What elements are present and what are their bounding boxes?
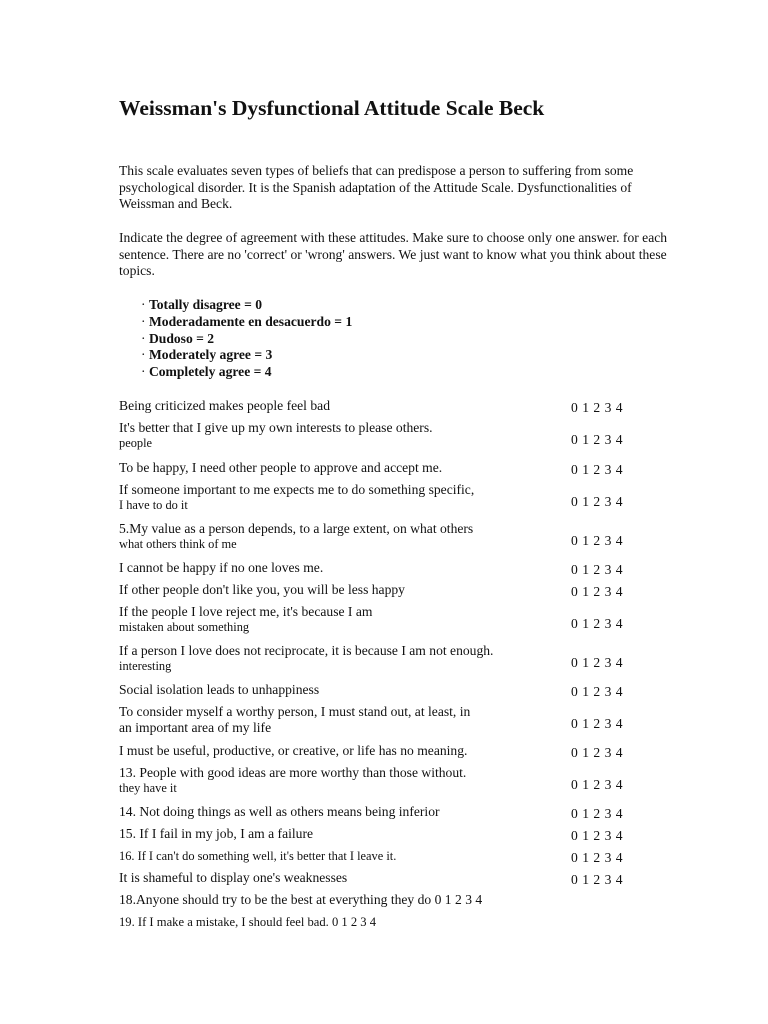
- questionnaire-item: [119, 848, 719, 870]
- questionnaire-item: [119, 682, 719, 704]
- intro-paragraph: This scale evaluates seven types of beliefs that can predispose a person to suffering from some psychological disorder. It is the Spanish adaptation of the Attitude Scale. Dysfunctionalities of Weissman and Beck.: [119, 163, 634, 212]
- item-statement: [119, 765, 559, 796]
- item-options: 0 1 2 3 4: [571, 615, 624, 631]
- item-text: If a person I love does not reciprocate, it is because I am not enough.: [119, 643, 494, 658]
- item-options: 0 1 2 3 4: [571, 654, 624, 670]
- item-options: 0 1 2 3 4: [571, 532, 624, 548]
- questionnaire-item: [119, 460, 719, 482]
- item-options: 0 1 2 3 4: [571, 562, 624, 577]
- item-options: 0 1 2 3 4: [571, 850, 624, 865]
- item-text: 5.My value as a person depends, to a large extent, on what others: [119, 521, 474, 536]
- item-statement: I cannot be happy if no one loves me.: [119, 560, 324, 575]
- questionnaire-item: [119, 804, 719, 826]
- item-statement: [119, 420, 559, 451]
- item-statement: 14. Not doing things as well as others means being inferior: [119, 804, 440, 819]
- item-statement: To be happy, I need other people to approve and accept me.: [119, 460, 443, 475]
- item-statement: Social isolation leads to unhappiness: [119, 682, 320, 697]
- item-options: 0 1 2 3 4: [571, 745, 624, 760]
- item-continuation: people: [119, 436, 153, 450]
- scale-item: · Moderately agree = 3: [141, 347, 352, 364]
- item-options: 0 1 2 3 4: [571, 584, 624, 599]
- questionnaire-items: [119, 398, 719, 936]
- item-text: If the people I love reject me, it's because I am: [119, 604, 373, 619]
- item-options: 0 1 2 3 4: [571, 432, 624, 447]
- item-statement: I must be useful, productive, or creative, or life has no meaning.: [119, 743, 468, 758]
- item-options: 0 1 2 3 4: [571, 872, 624, 887]
- scale-item: · Dudoso = 2: [141, 331, 352, 348]
- questionnaire-item: [119, 870, 719, 892]
- questionnaire-item: [119, 765, 719, 804]
- questionnaire-item: [119, 560, 719, 582]
- item-statement: [119, 521, 559, 552]
- item-statement: 16. If I can't do something well, it's better that I leave it.: [119, 849, 397, 863]
- item-options: 0 1 2 3 4: [571, 776, 624, 792]
- item-statement: [119, 643, 569, 674]
- item-options: 0 1 2 3 4: [571, 684, 624, 699]
- item-text: It's better that I give up my own interests to please others.: [119, 420, 433, 435]
- item-continuation: what others think of me: [119, 537, 237, 551]
- item-text: If someone important to me expects me to do something specific,: [119, 482, 475, 497]
- item-statement: [119, 704, 559, 735]
- questionnaire-item: [119, 521, 719, 560]
- questionnaire-item: [119, 582, 719, 604]
- item-continuation: an important area of my life: [119, 720, 272, 735]
- item-continuation: interesting: [119, 659, 172, 673]
- item-options: 0 1 2 3 4: [571, 806, 624, 821]
- item-continuation: mistaken about something: [119, 620, 250, 634]
- item-options: 0 1 2 3 4: [571, 462, 624, 477]
- inline-item: 19. If I make a mistake, I should feel bad. 0 1 2 3 4: [119, 915, 377, 929]
- item-statement: [119, 604, 559, 635]
- item-statement: If other people don't like you, you will be less happy: [119, 582, 405, 597]
- item-options: 0 1 2 3 4: [571, 828, 624, 843]
- questionnaire-item: [119, 826, 719, 848]
- scale-item: · Totally disagree = 0: [141, 297, 352, 314]
- page-title: Weissman's Dysfunctional Attitude Scale Beck: [119, 96, 545, 120]
- item-statement: 15. If I fail in my job, I am a failure: [119, 826, 314, 841]
- questionnaire-item: [119, 398, 719, 420]
- scale-item: · Completely agree = 4: [141, 364, 352, 381]
- item-statement: It is shameful to display one's weaknesses: [119, 870, 348, 885]
- item-statement: [119, 482, 559, 513]
- scale-item: · Moderadamente en desacuerdo = 1: [141, 314, 352, 331]
- item-statement: Being criticized makes people feel bad: [119, 398, 330, 413]
- questionnaire-item: [119, 743, 719, 765]
- item-continuation: they have it: [119, 781, 177, 795]
- item-continuation: I have to do it: [119, 498, 188, 512]
- questionnaire-item: [119, 704, 719, 743]
- inline-item: 18.Anyone should try to be the best at everything they do 0 1 2 3 4: [119, 892, 483, 907]
- item-text: To consider myself a worthy person, I must stand out, at least, in: [119, 704, 471, 719]
- item-options: 0 1 2 3 4: [571, 493, 624, 509]
- questionnaire-item: [119, 643, 719, 682]
- instructions-paragraph: Indicate the degree of agreement with these attitudes. Make sure to choose only one answer. for each sentence. There are no 'correct' or 'wrong' answers. We just want to know what you think about these topics.: [119, 230, 668, 279]
- item-options: 0 1 2 3 4: [571, 400, 624, 415]
- item-text: 13. People with good ideas are more worthy than those without.: [119, 765, 467, 780]
- questionnaire-item: [119, 420, 719, 460]
- questionnaire-item: [119, 482, 719, 521]
- questionnaire-item: [119, 604, 719, 643]
- scale-legend: [141, 297, 352, 381]
- item-options: 0 1 2 3 4: [571, 715, 624, 731]
